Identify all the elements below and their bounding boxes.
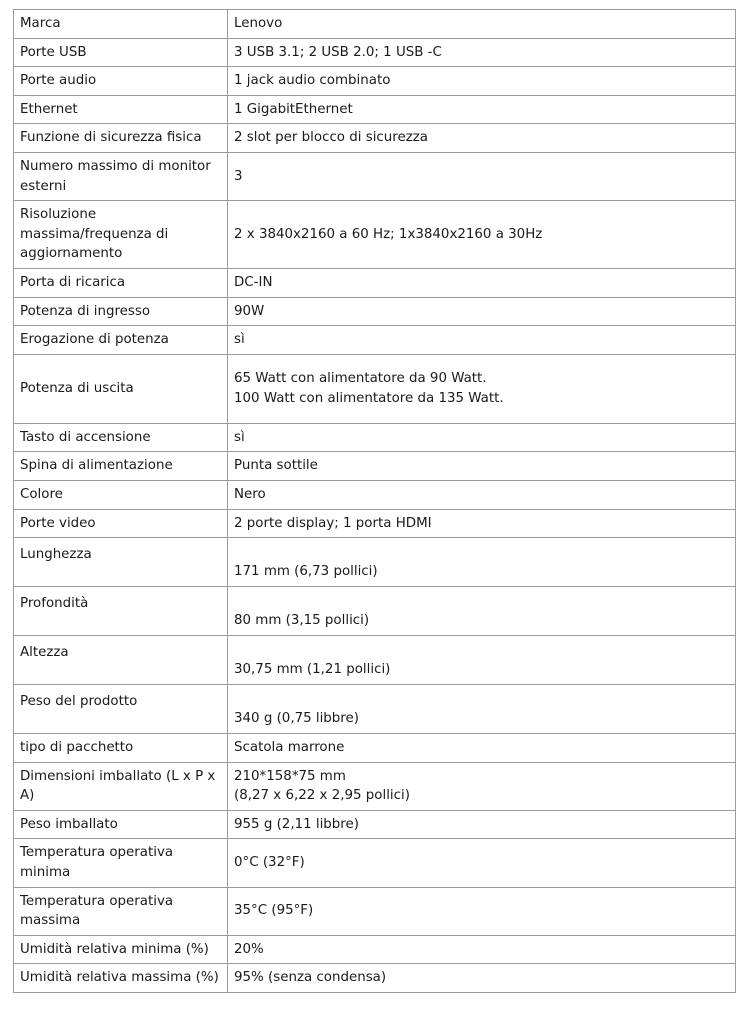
spec-table-body: [14, 10, 736, 993]
spec-row-umidita-min: [14, 935, 736, 964]
spec-label: Profondità: [14, 587, 228, 636]
spec-table: [13, 9, 736, 993]
spec-label: Peso imballato: [14, 810, 228, 839]
spec-row-altezza: [14, 636, 736, 685]
spec-value: sì: [228, 326, 736, 355]
spec-value: 65 Watt con alimentatore da 90 Watt. 100 Watt con alimentatore da 135 Watt.: [228, 354, 736, 423]
spec-value: Scatola marrone: [228, 734, 736, 763]
spec-label: Temperatura operativa massima: [14, 887, 228, 935]
spec-value: sì: [228, 423, 736, 452]
spec-row-porte-usb: [14, 38, 736, 67]
spec-row-marca: [14, 10, 736, 39]
spec-value: 955 g (2,11 libbre): [228, 810, 736, 839]
spec-value: Nero: [228, 480, 736, 509]
spec-row-tasto: [14, 423, 736, 452]
spec-value: Lenovo: [228, 10, 736, 39]
spec-value: 3 USB 3.1; 2 USB 2.0; 1 USB -C: [228, 38, 736, 67]
spec-row-umidita-max: [14, 964, 736, 993]
spec-label: Peso del prodotto: [14, 685, 228, 734]
spec-row-erogazione: [14, 326, 736, 355]
spec-row-colore: [14, 480, 736, 509]
spec-row-porta-ricarica: [14, 268, 736, 297]
spec-label: Potenza di uscita: [14, 354, 228, 423]
spec-label: Dimensioni imballato (L x P x A): [14, 762, 228, 810]
spec-label: Altezza: [14, 636, 228, 685]
spec-label: Tasto di accensione: [14, 423, 228, 452]
spec-value: 171 mm (6,73 pollici): [228, 538, 736, 587]
spec-label: Spina di alimentazione: [14, 452, 228, 481]
spec-label: Erogazione di potenza: [14, 326, 228, 355]
spec-label: Ethernet: [14, 95, 228, 124]
spec-row-profondita: [14, 587, 736, 636]
spec-label: Risoluzione massima/frequenza di aggiornamento: [14, 201, 228, 269]
spec-row-porte-video: [14, 509, 736, 538]
spec-label: Temperatura operativa minima: [14, 839, 228, 887]
spec-row-temp-max: [14, 887, 736, 935]
spec-row-tipo-pacchetto: [14, 734, 736, 763]
spec-label: Porte audio: [14, 67, 228, 96]
spec-value: 80 mm (3,15 pollici): [228, 587, 736, 636]
spec-value: 30,75 mm (1,21 pollici): [228, 636, 736, 685]
spec-row-temp-min: [14, 839, 736, 887]
spec-value: 2 slot per blocco di sicurezza: [228, 124, 736, 153]
spec-label: Lunghezza: [14, 538, 228, 587]
spec-row-spina: [14, 452, 736, 481]
spec-row-dimensioni-imballato: [14, 762, 736, 810]
spec-value: 2 porte display; 1 porta HDMI: [228, 509, 736, 538]
spec-label: Marca: [14, 10, 228, 39]
spec-value: Punta sottile: [228, 452, 736, 481]
spec-label: Numero massimo di monitor esterni: [14, 152, 228, 200]
spec-row-potenza-uscita: [14, 354, 736, 423]
spec-label: Colore: [14, 480, 228, 509]
spec-label: Porte USB: [14, 38, 228, 67]
spec-label: Funzione di sicurezza fisica: [14, 124, 228, 153]
spec-value: 2 x 3840x2160 a 60 Hz; 1x3840x2160 a 30Hz: [228, 201, 736, 269]
spec-label: Umidità relativa massima (%): [14, 964, 228, 993]
spec-label: Umidità relativa minima (%): [14, 935, 228, 964]
spec-value: 95% (senza condensa): [228, 964, 736, 993]
spec-row-peso-imballato: [14, 810, 736, 839]
spec-value: DC-IN: [228, 268, 736, 297]
spec-row-sicurezza: [14, 124, 736, 153]
spec-value: 1 jack audio combinato: [228, 67, 736, 96]
spec-label: Porte video: [14, 509, 228, 538]
spec-row-lunghezza: [14, 538, 736, 587]
spec-label: Potenza di ingresso: [14, 297, 228, 326]
spec-value: 210*158*75 mm (8,27 x 6,22 x 2,95 pollici): [228, 762, 736, 810]
spec-value: 1 GigabitEthernet: [228, 95, 736, 124]
spec-value: 3: [228, 152, 736, 200]
spec-value: 340 g (0,75 libbre): [228, 685, 736, 734]
spec-row-ethernet: [14, 95, 736, 124]
spec-row-monitor: [14, 152, 736, 200]
spec-row-peso-prodotto: [14, 685, 736, 734]
spec-label: tipo di pacchetto: [14, 734, 228, 763]
spec-label: Porta di ricarica: [14, 268, 228, 297]
spec-value: 35°C (95°F): [228, 887, 736, 935]
spec-value: 20%: [228, 935, 736, 964]
spec-row-porte-audio: [14, 67, 736, 96]
spec-value: 90W: [228, 297, 736, 326]
spec-row-potenza-ingresso: [14, 297, 736, 326]
spec-row-risoluzione: [14, 201, 736, 269]
spec-value: 0°C (32°F): [228, 839, 736, 887]
